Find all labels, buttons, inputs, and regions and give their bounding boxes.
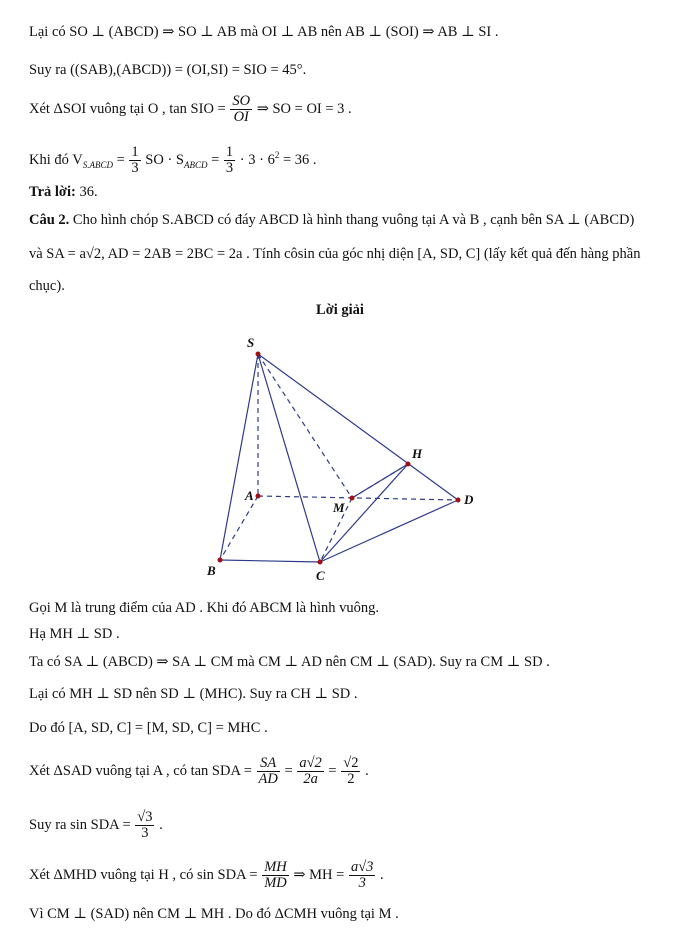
- text: Khi đó V: [29, 152, 83, 168]
- fraction: [349, 860, 375, 891]
- numerator: 1: [225, 143, 234, 160]
- line-3: [29, 92, 662, 126]
- text: = 36 .: [282, 152, 317, 168]
- text: ⇒ MH =: [293, 867, 345, 883]
- denominator: 3: [358, 875, 366, 892]
- text: =: [116, 152, 125, 168]
- text: Xét ΔMHD vuông tại H , có sin SDA =: [29, 867, 258, 883]
- fraction: [257, 756, 280, 787]
- text: .: [365, 763, 369, 779]
- solution-line-8: [29, 856, 662, 894]
- answer-value: 36.: [79, 184, 98, 200]
- fraction: [129, 145, 140, 176]
- point-H: [406, 462, 411, 467]
- fraction: [341, 756, 360, 787]
- subscript: S.ABCD: [82, 160, 113, 170]
- text: Xét ΔSAD vuông tại A , có tan SDA =: [29, 763, 252, 779]
- denominator: AD: [258, 771, 278, 788]
- solution-line-5: Do đó [A, SD, C] = [M, SD, C] = MHC .: [29, 720, 268, 736]
- numerator: SO: [232, 92, 251, 109]
- numerator: SA: [257, 756, 280, 772]
- denominator: OI: [233, 109, 249, 126]
- text: =: [284, 763, 293, 779]
- text: · 3 · 6: [239, 152, 275, 168]
- solution-line-7: [29, 806, 662, 844]
- edge-SC: [258, 354, 320, 562]
- numerator: √3: [137, 808, 153, 825]
- edge-AD: [258, 496, 458, 500]
- question-text: Cho hình chóp S.ABCD có đáy ABCD là hình thang vuông tại A và B , cạnh bên SA ⊥ (ABCD): [72, 212, 635, 228]
- point-S: [256, 352, 261, 357]
- fraction: [230, 94, 252, 125]
- label-B: B: [207, 563, 216, 578]
- numerator: √2: [343, 754, 359, 771]
- label-C: C: [316, 568, 325, 583]
- solution-line-4: Lại có MH ⊥ SD nên SD ⊥ (MHC). Suy ra CH ⊥ SD .: [29, 686, 358, 702]
- fraction: [297, 756, 323, 787]
- solution-line-3: Ta có SA ⊥ (ABCD) ⇒ SA ⊥ CM mà CM ⊥ AD nên CM ⊥ (SAD). Suy ra CM ⊥ SD .: [29, 654, 550, 670]
- solution-line-9: Vì CM ⊥ (SAD) nên CM ⊥ MH . Do đó ΔCMH vuông tại M .: [29, 906, 399, 922]
- label-M: M: [333, 500, 345, 515]
- fraction: [262, 860, 289, 891]
- point-A: [256, 494, 261, 499]
- solution-line-2: Hạ MH ⊥ SD .: [29, 626, 120, 642]
- solution-line-1: Gọi M là trung điểm của AD . Khi đó ABCM là hình vuông.: [29, 600, 379, 616]
- fraction: [224, 145, 235, 176]
- text: =: [328, 763, 337, 779]
- text: .: [159, 817, 163, 833]
- text: SO · S: [145, 152, 184, 168]
- text: .: [380, 867, 384, 883]
- question-2-line-3: chục).: [29, 278, 65, 294]
- text: Suy ra sin SDA =: [29, 817, 131, 833]
- question-label: Câu 2.: [29, 212, 70, 228]
- denominator: 3: [141, 825, 149, 842]
- numerator: 1: [131, 143, 139, 160]
- denominator: 2: [347, 771, 355, 788]
- pyramid-figure: [190, 330, 490, 590]
- point-M: [350, 496, 355, 501]
- question-2-line-1: [29, 210, 662, 230]
- answer-label: Trả lời:: [29, 184, 76, 200]
- label-S: S: [247, 335, 255, 350]
- solution-heading: Lời giải: [316, 302, 364, 318]
- line-1: Lại có SO ⊥ (ABCD) ⇒ SO ⊥ AB mà OI ⊥ AB nên AB ⊥ (SOI) ⇒ AB ⊥ SI .: [29, 24, 499, 40]
- point-C: [318, 560, 323, 565]
- question-2-line-2: và SA = a√2, AD = 2AB = 2BC = 2a . Tính côsin của góc nhị diện [A, SD, C] (lấy kết quả đến hàng phần: [29, 246, 641, 262]
- edge-SM: [258, 354, 352, 498]
- denominator: 2a: [303, 771, 318, 788]
- text: =: [211, 152, 220, 168]
- superscript: 2: [274, 150, 280, 160]
- numerator: a√2: [299, 754, 322, 771]
- line-4: [29, 138, 662, 182]
- denominator: MD: [264, 875, 287, 892]
- point-D: [456, 498, 461, 503]
- denominator: 3: [131, 160, 139, 177]
- label-A: A: [245, 488, 254, 503]
- answer-line: [29, 182, 662, 202]
- numerator: MH: [264, 858, 287, 875]
- numerator: a√3: [350, 858, 374, 875]
- text: ⇒ SO = OI = 3 .: [256, 101, 352, 117]
- point-B: [218, 558, 223, 563]
- edge-BC: [220, 560, 320, 562]
- solution-line-6: [29, 752, 662, 790]
- denominator: 3: [225, 160, 234, 177]
- fraction: [135, 810, 154, 841]
- label-D: D: [464, 492, 474, 507]
- edge-SD: [258, 354, 458, 500]
- label-H: H: [412, 446, 423, 461]
- subscript: ABCD: [183, 160, 208, 170]
- line-2: Suy ra ((SAB),(ABCD)) = (OI,SI) = SIO = 45°.: [29, 62, 307, 78]
- text: Xét ΔSOI vuông tại O , tan SIO =: [29, 101, 226, 117]
